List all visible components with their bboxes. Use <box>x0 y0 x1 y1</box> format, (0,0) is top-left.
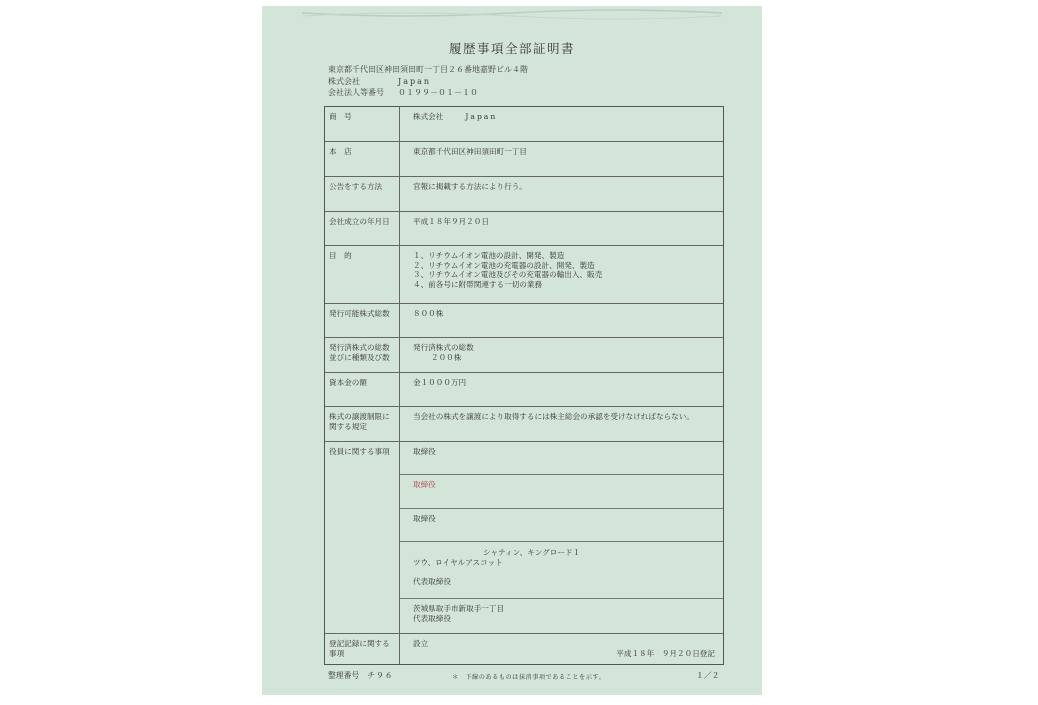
header-id-value: ０１９９－０１－１０ <box>398 88 478 97</box>
issued-shares-line2: ２００株 <box>431 353 462 362</box>
label-capital: 資本金の額 <box>325 373 400 406</box>
value-head-office: 東京都千代田区神田須田町一丁目 <box>413 147 527 156</box>
rep-address-2: 茨城県取手市新取手一丁目 <box>413 604 505 613</box>
label-transfer-restriction: 株式の譲渡制限に 関する規定 <box>325 407 400 441</box>
label-trade-name: 商 号 <box>325 107 400 141</box>
rep-title-2: 代表取締役 <box>413 614 451 623</box>
registration-date: 平成１８年 ９月２０日登記 <box>616 649 715 658</box>
footer-number-label: 整理番号 <box>328 671 360 680</box>
security-pattern <box>302 8 722 20</box>
row-issued-shares <box>325 338 723 373</box>
label-notice: 公告をする方法 <box>325 177 400 211</box>
officer-representative-2 <box>400 599 723 633</box>
row-authorized-shares <box>325 304 723 338</box>
header-company-label: 株式会社 <box>328 76 360 86</box>
label-authorized-shares: 発行可能株式総数 <box>325 304 400 337</box>
registration-value: 設立 <box>413 639 429 648</box>
row-officers <box>325 442 723 634</box>
label-established: 会社成立の年月日 <box>325 212 400 245</box>
footer-page: １／２ <box>696 671 720 680</box>
rep-address: シャティン、キングロード１ <box>483 548 581 557</box>
officer-director-1: 取締役 <box>400 442 723 475</box>
purpose-item: ３、リチウムイオン電池及びその充電器の輸出入、販売 <box>413 270 603 279</box>
certificate-sheet <box>262 6 762 695</box>
label-registration: 登記記録に関する 事項 <box>325 634 400 664</box>
officer-director-2: 取締役 <box>400 475 723 509</box>
rep-name: ツウ、ロイヤルアスコット <box>413 558 503 567</box>
purpose-item: ２、リチウムイオン電池の充電器の設計、開発、製造 <box>413 260 595 270</box>
register-table <box>324 106 724 665</box>
value-trade-name <box>400 107 723 141</box>
row-purpose <box>325 246 723 304</box>
value-trade-name-prefix: 株式会社 <box>413 112 444 121</box>
header-block <box>328 64 528 99</box>
value-notice: 官報に掲載する方法により行う。 <box>413 182 527 191</box>
officer-representative-1 <box>400 542 723 599</box>
value-officers <box>400 442 723 633</box>
purpose-item: １、リチウムイオン電池の設計、開発、製造 <box>413 251 565 260</box>
header-address: 東京都千代田区神田須田町一丁目２６番地嘉野ビル４階 <box>328 65 528 74</box>
label-officers: 役員に関する事項 <box>325 442 400 633</box>
issued-shares-line1: 発行済株式の総数 <box>413 343 474 352</box>
value-capital: 金１０００万円 <box>413 378 467 387</box>
value-transfer-restriction: 当会社の株式を譲渡により取得するには株主総会の承認を受けなければならない。 <box>413 412 694 421</box>
row-trade-name <box>325 107 723 142</box>
row-registration <box>325 634 723 664</box>
footer-number-value: チ９６ <box>367 671 394 680</box>
rep-title-1: 代表取締役 <box>413 577 451 586</box>
purpose-item: ４、前各号に附帯関連する一切の業務 <box>413 279 543 289</box>
row-capital <box>325 373 723 407</box>
value-issued-shares <box>400 338 723 372</box>
row-established <box>325 212 723 246</box>
value-registration <box>400 634 723 664</box>
value-purpose <box>400 246 723 303</box>
footer-number <box>328 670 394 681</box>
row-head-office <box>325 142 723 177</box>
value-established: 平成１８年９月２０日 <box>413 217 489 226</box>
row-transfer-restriction <box>325 407 723 442</box>
header-company-value: Japan <box>398 76 432 86</box>
row-notice <box>325 177 723 212</box>
label-purpose: 目 的 <box>325 246 400 303</box>
header-id-label: 会社法人等番号 <box>328 88 384 97</box>
label-head-office: 本 店 <box>325 142 400 176</box>
document-title: 履歴事項全部証明書 <box>448 41 575 56</box>
value-authorized-shares: ８００株 <box>413 309 444 318</box>
officer-director-3: 取締役 <box>400 509 723 542</box>
footer-note: ＊ 下線のあるものは抹消事項であることを示す。 <box>452 674 606 681</box>
label-issued-shares: 発行済株式の総数 並びに種類及び数 <box>325 338 400 372</box>
value-trade-name-name: Japan <box>465 112 498 121</box>
